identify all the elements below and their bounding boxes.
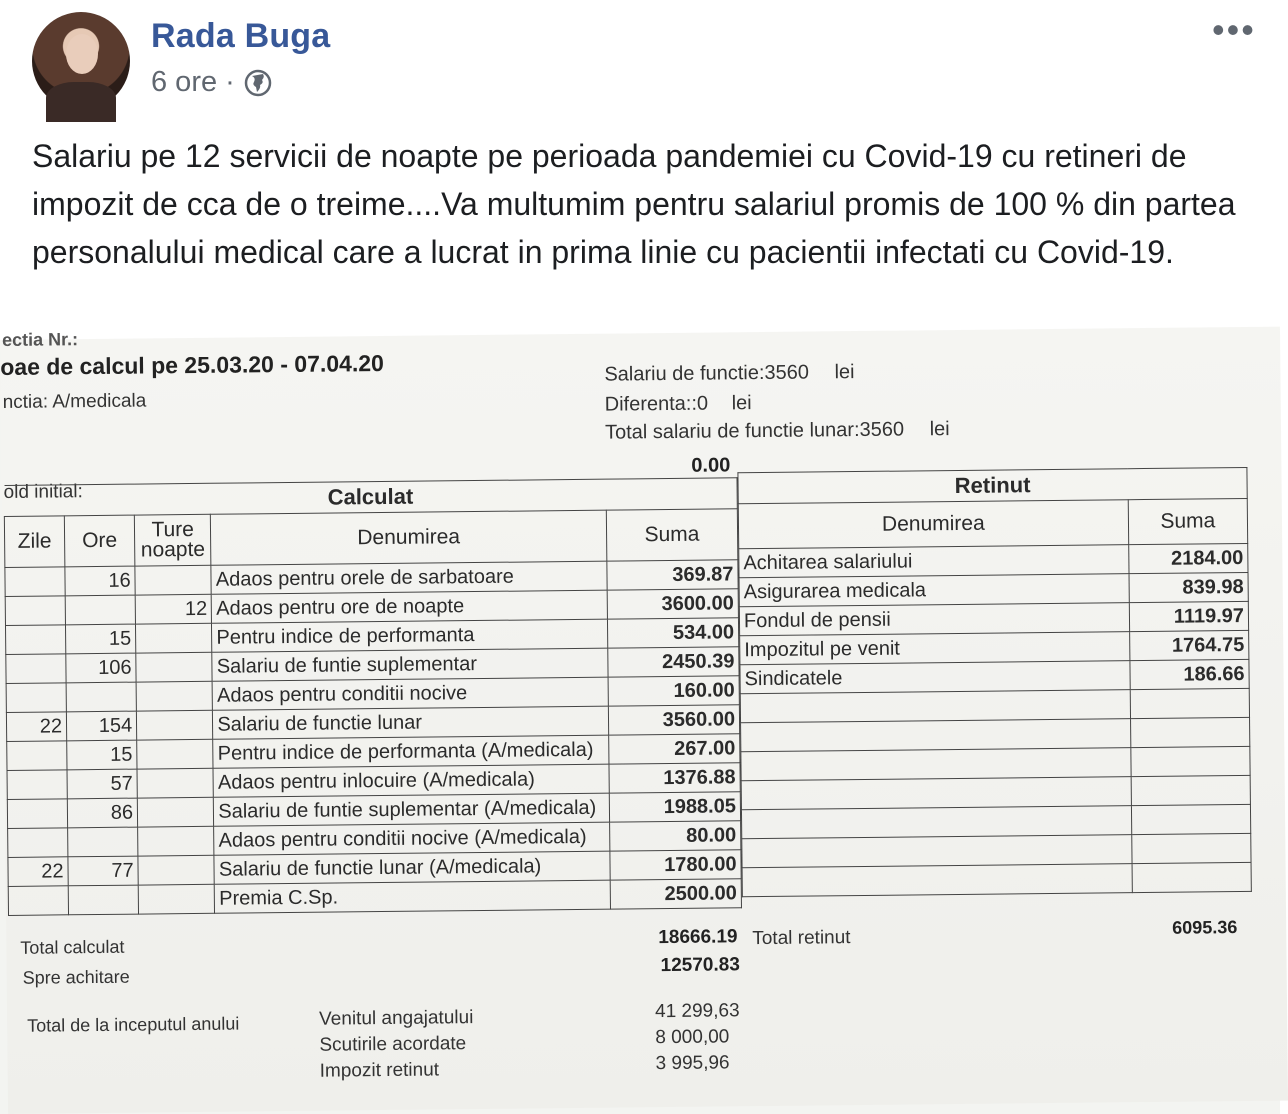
sold-value: 0.00: [691, 454, 731, 477]
diff-unit: lei: [731, 392, 752, 415]
post-photo[interactable]: [0, 329, 1280, 1114]
calc-sum-cell: 2450.39: [608, 647, 739, 677]
ret-name-cell: [741, 748, 1131, 781]
diff-line-text: Diferenta::0: [604, 392, 709, 416]
calc-sum-cell: 1780.00: [610, 850, 741, 880]
calc-name-cell: Salariu de funtie suplementar: [212, 648, 608, 681]
total-calculat-value: 18666.19: [658, 926, 738, 949]
ret-name-cell: Sindicatele: [740, 661, 1130, 694]
calc-sum-cell: 534.00: [607, 618, 738, 648]
ret-name-cell: [740, 690, 1130, 723]
globe-icon[interactable]: [243, 68, 273, 98]
calc-sum-cell: 80.00: [609, 821, 740, 851]
salary-line-text: Salariu de functie:3560: [604, 361, 810, 386]
ytd-item-label: Scutirile acordate: [319, 1033, 467, 1056]
doc-top-cut: ectia Nr.:: [1, 329, 79, 350]
calc-sum-cell: 1988.05: [609, 792, 740, 822]
calc-sum-cell: 267.00: [608, 734, 739, 764]
calc-name-cell: Salariu de functie lunar: [213, 706, 609, 739]
sold-label: old initial:: [3, 481, 83, 503]
ret-name-cell: [742, 864, 1132, 897]
calc-ture-cell: [137, 768, 214, 798]
calc-name-cell: Salariu de funtie suplementar (A/medicala): [214, 793, 610, 826]
calc-name-cell: Adaos pentru orele de sarbatoare: [211, 561, 607, 594]
post-time[interactable]: 6 ore: [151, 66, 218, 98]
ytd-item-value: 8 000,00: [655, 1026, 730, 1049]
calc-sum-cell: 1376.88: [609, 763, 740, 793]
col-suma: Suma: [606, 509, 738, 561]
doc-title: oae de calcul pe 25.03.20 - 07.04.20: [0, 349, 384, 380]
calc-zile-cell: 22: [6, 712, 66, 742]
author-name[interactable]: Rada Buga: [151, 17, 331, 55]
calc-ore-cell: 57: [67, 769, 137, 799]
col-zile: Zile: [4, 516, 64, 568]
calc-zile-cell: [5, 567, 65, 597]
calc-name-cell: Adaos pentru inlocuire (A/medicala): [213, 764, 609, 797]
ret-sum-cell: [1131, 746, 1251, 776]
ytd-item-label: Venitul angajatului: [319, 1007, 474, 1030]
calc-ture-cell: [136, 652, 213, 682]
calc-zile-cell: [5, 596, 65, 626]
calc-ture-cell: [137, 710, 214, 740]
ret-sum-cell: 1119.97: [1129, 601, 1249, 631]
calc-ore-cell: 154: [66, 711, 136, 741]
salary-line: [604, 361, 854, 387]
calc-zile-cell: 22: [8, 857, 68, 887]
calc-ture-cell: 12: [135, 594, 212, 624]
ret-sum-cell: [1130, 688, 1250, 718]
col-denumirea: Denumirea: [211, 510, 607, 565]
more-options-icon[interactable]: •••: [1212, 9, 1256, 50]
post-caption: Salariu pe 12 servicii de noapte pe perioada pandemiei cu Covid-19 cu retineri de impozit de cca de o treime....Va multumim pentru salariul promis de 100 % din partea personalului medical care a lucrat in prima linie cu pacientii infectati cu Covid-19.: [32, 138, 1236, 270]
calc-zile-cell: [7, 799, 67, 829]
calc-name-cell: Adaos pentru ore de noapte: [212, 590, 608, 623]
calc-sum-cell: 369.87: [607, 560, 738, 590]
retinut-header: Retinut: [738, 467, 1247, 503]
retinut-table: [737, 467, 1251, 897]
calc-ore-cell: [66, 682, 136, 712]
ret-sum-cell: 186.66: [1130, 659, 1250, 689]
ret-name-cell: Asigurarea medicala: [739, 574, 1129, 607]
ret-sum-cell: [1132, 862, 1252, 892]
calc-name-cell: Adaos pentru conditii nocive (A/medicala): [214, 822, 610, 855]
salary-unit: lei: [834, 361, 855, 384]
calc-ore-cell: 86: [67, 798, 137, 828]
calc-ture-cell: [138, 855, 215, 885]
total-retinut-value: 6095.36: [1172, 917, 1238, 938]
col-denumirea-r: Denumirea: [738, 500, 1128, 549]
calc-sum-cell: 3600.00: [607, 589, 738, 619]
calc-zile-cell: [8, 886, 68, 916]
calc-ore-cell: [68, 827, 138, 857]
col-ture: Ture noapte: [134, 514, 211, 566]
calc-ture-cell: [138, 826, 215, 856]
diff-line: [605, 392, 752, 417]
calc-name-cell: Adaos pentru conditii nocive: [212, 677, 608, 710]
ret-name-cell: [741, 777, 1131, 810]
ytd-item-value: 41 299,63: [654, 1000, 740, 1023]
calc-zile-cell: [6, 683, 66, 713]
calc-ture-cell: [138, 884, 215, 914]
calc-zile-cell: [7, 770, 67, 800]
post-meta: [151, 66, 273, 99]
retinut-rows: [739, 543, 1252, 896]
avatar[interactable]: [32, 12, 130, 110]
meta-separator: ·: [225, 66, 235, 98]
calc-zile-cell: [5, 625, 65, 655]
calc-ture-cell: [137, 797, 214, 827]
calc-sum-cell: 3560.00: [608, 705, 739, 735]
ret-sum-cell: [1131, 775, 1251, 805]
calc-ore-cell: 16: [65, 566, 135, 596]
ret-sum-cell: 839.98: [1129, 572, 1249, 602]
calc-sum-cell: 160.00: [608, 676, 739, 706]
ret-name-cell: Fondul de pensii: [739, 603, 1129, 636]
ret-name-cell: [741, 806, 1131, 839]
ret-name-cell: [742, 835, 1132, 868]
spre-achitare-label: Spre achitare: [22, 966, 130, 988]
calculat-rows: [5, 560, 742, 916]
ret-name-cell: Impozitul pe venit: [740, 632, 1130, 665]
calculat-table: [4, 477, 742, 916]
calc-ore-cell: [65, 595, 135, 625]
calc-ore-cell: [68, 885, 138, 915]
payslip-document: [0, 327, 1288, 1114]
avatar-face: [66, 34, 98, 74]
calc-sum-cell: 2500.00: [610, 879, 741, 909]
ret-sum-cell: [1130, 717, 1250, 747]
calc-ore-cell: 15: [67, 740, 137, 770]
calc-name-cell: Pentru indice de performanta (A/medicala): [213, 735, 609, 768]
ret-name-cell: Achitarea salariului: [739, 545, 1129, 578]
ret-sum-cell: [1131, 833, 1251, 863]
ret-sum-cell: 2184.00: [1128, 543, 1248, 573]
calc-ore-cell: 15: [65, 624, 135, 654]
ytd-item-label: Impozit retinut: [319, 1059, 440, 1082]
total-calculat-label: Total calculat: [20, 936, 125, 958]
calc-ture-cell: [136, 623, 213, 653]
calc-name-cell: Pentru indice de performanta: [212, 619, 608, 652]
total-line-text: Total salariu de functie lunar:3560: [604, 418, 905, 444]
spre-achitare-value: 12570.83: [660, 954, 740, 977]
total-retinut-label: Total retinut: [752, 927, 851, 950]
doc-function: nctia: A/medicala: [2, 390, 147, 413]
calc-zile-cell: [7, 741, 67, 771]
calculat-header: Calculat: [4, 478, 737, 517]
total-unit: lei: [929, 418, 950, 441]
post-header: [0, 0, 1280, 120]
total-line: [605, 418, 950, 445]
calc-ture-cell: [135, 565, 212, 595]
calc-ore-cell: 106: [66, 653, 136, 683]
ytd-label: Total de la inceputul anului: [27, 1013, 240, 1036]
ret-name-cell: [741, 719, 1131, 752]
ret-sum-cell: [1131, 804, 1251, 834]
calc-name-cell: Salariu de functie lunar (A/medicala): [214, 851, 610, 884]
ret-sum-cell: 1764.75: [1129, 630, 1249, 660]
calc-zile-cell: [8, 828, 68, 858]
col-ore: Ore: [64, 515, 135, 567]
col-suma-r: Suma: [1128, 498, 1248, 544]
calc-zile-cell: [6, 654, 66, 684]
calc-name-cell: Premia C.Sp.: [215, 880, 611, 913]
ytd-item-value: 3 995,96: [655, 1052, 730, 1075]
calc-ture-cell: [137, 739, 214, 769]
calc-ture-cell: [136, 681, 213, 711]
calc-ore-cell: 77: [68, 856, 138, 886]
avatar-body: [46, 82, 116, 122]
retinut-row: [742, 862, 1251, 896]
